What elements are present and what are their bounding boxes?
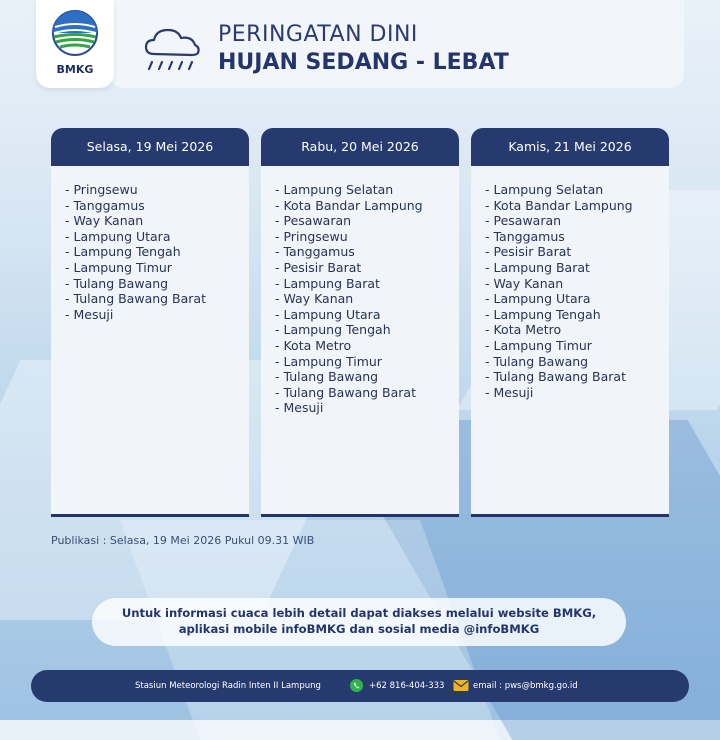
area-item: - Pesawaran — [485, 213, 562, 229]
area-item: - Kota Bandar Lampung — [485, 197, 633, 213]
station-name: Stasiun Meteorologi Radin Inten II Lampung — [135, 681, 321, 691]
area-list — [261, 166, 459, 416]
area-item: - Way Kanan — [485, 275, 564, 291]
day-date: Selasa, 19 Mei 2026 — [51, 128, 249, 166]
area-item: - Lampung Utara — [65, 228, 171, 244]
publication-text: Publikasi : Selasa, 19 Mei 2026 Pukul 09.31 WIB — [51, 534, 315, 547]
title-line2: HUJAN SEDANG - LEBAT — [218, 50, 509, 75]
day-column-2 — [261, 128, 459, 517]
rain-cloud-icon — [142, 24, 202, 74]
area-item: - Mesuji — [485, 384, 534, 400]
area-item: - Tulang Bawang — [485, 353, 589, 369]
area-item: - Pringsewu — [65, 182, 138, 197]
area-item: - Lampung Selatan — [275, 182, 394, 197]
info-banner — [92, 598, 626, 646]
area-item: - Kota Bandar Lampung — [275, 197, 423, 213]
info-line2: aplikasi mobile infoBMKG dan sosial media @infoBMKG — [178, 622, 540, 636]
area-item: - Mesuji — [275, 400, 324, 416]
day-date: Kamis, 21 Mei 2026 — [471, 128, 669, 166]
area-item: - Tulang Bawang Barat — [485, 369, 626, 385]
area-item: - Way Kanan — [65, 213, 144, 229]
area-item: - Tulang Bawang Barat — [275, 384, 416, 400]
area-item: - Tulang Bawang Barat — [65, 291, 206, 307]
area-item: - Lampung Barat — [275, 275, 380, 291]
area-item: - Tanggamus — [485, 228, 565, 244]
bmkg-logo — [36, 0, 114, 88]
footer-bar — [31, 670, 689, 702]
email-address[interactable]: email : pws@bmkg.go.id — [473, 681, 578, 691]
area-item: - Mesuji — [65, 306, 114, 322]
area-item: - Lampung Utara — [485, 291, 591, 307]
area-item: - Way Kanan — [275, 291, 354, 307]
area-item: - Lampung Timur — [65, 259, 172, 275]
logo-text: BMKG — [56, 63, 94, 76]
area-item: - Lampung Barat — [485, 259, 590, 275]
area-list — [471, 166, 669, 400]
day-column-1 — [51, 128, 249, 517]
area-item: - Lampung Timur — [275, 353, 382, 369]
area-item: - Tulang Bawang — [275, 369, 379, 385]
area-item: - Tanggamus — [65, 197, 145, 213]
area-item: - Lampung Utara — [275, 306, 381, 322]
day-column-3 — [471, 128, 669, 517]
area-item: - Lampung Selatan — [485, 182, 604, 197]
day-date: Rabu, 20 Mei 2026 — [261, 128, 459, 166]
area-item: - Pringsewu — [275, 228, 348, 244]
area-item: - Tanggamus — [275, 244, 355, 260]
info-line1: Untuk informasi cuaca lebih detail dapat diakses melalui website BMKG, — [121, 606, 597, 620]
area-item: - Tulang Bawang — [65, 275, 169, 291]
area-item: - Lampung Timur — [485, 337, 592, 353]
area-item: - Kota Metro — [275, 337, 352, 353]
area-item: - Lampung Tengah — [485, 306, 601, 322]
mail-icon — [453, 679, 469, 692]
area-item: - Lampung Tengah — [65, 244, 181, 260]
area-list — [51, 166, 249, 322]
area-item: - Pesisir Barat — [275, 259, 362, 275]
area-item: - Pesawaran — [275, 213, 352, 229]
area-item: - Lampung Tengah — [275, 322, 391, 338]
area-item: - Kota Metro — [485, 322, 562, 338]
phone-number[interactable]: +62 816-404-333 — [369, 681, 445, 691]
bmkg-logo-icon — [36, 0, 114, 62]
area-item: - Pesisir Barat — [485, 244, 572, 260]
whatsapp-icon — [349, 678, 364, 693]
title-line1: PERINGATAN DINI — [218, 22, 418, 47]
